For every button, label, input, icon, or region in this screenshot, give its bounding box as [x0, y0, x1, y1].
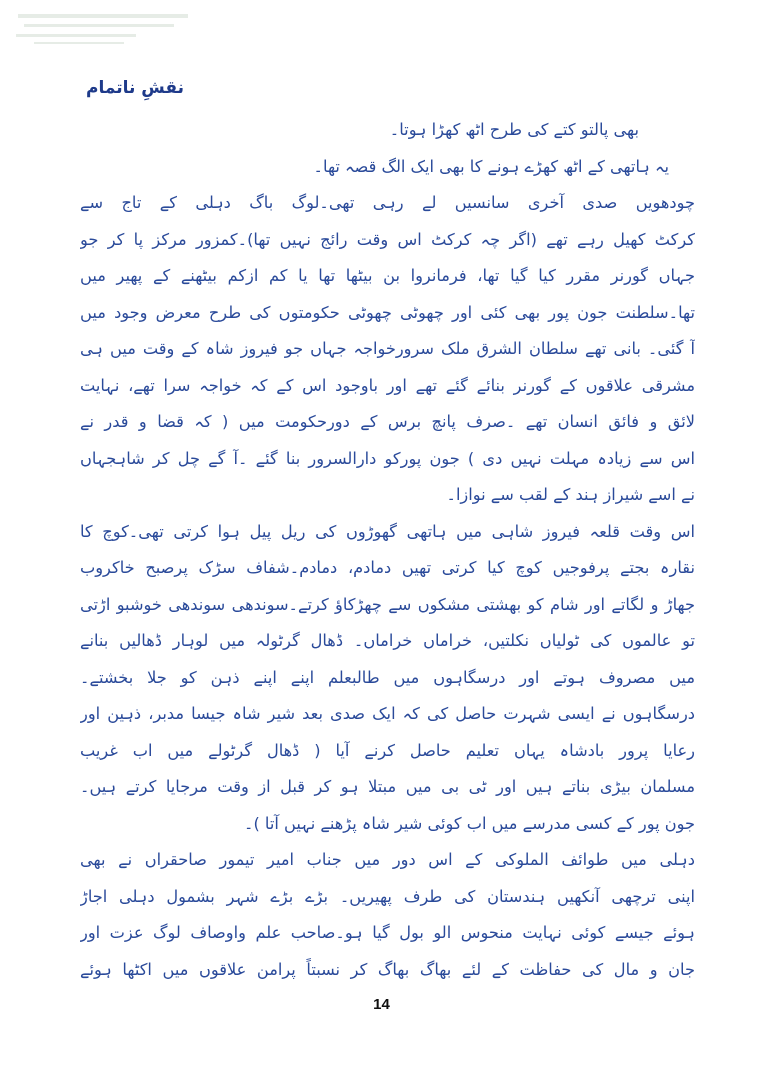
page-number: 14 — [373, 996, 390, 1013]
text-line: لائق و فائق انسان تھے ۔صرف پانچ برس کے دورحکومت میں ( کہ قضا و قدر نے — [80, 412, 695, 431]
text-line: درسگاہوں نے ایسی شہرت حاصل کی کہ ایک صدی بعد شیر شاہ جیسا مدبر، ذہین اور — [80, 704, 695, 723]
text-line: یہ ہاتھی کے اٹھ کھڑے ہونے کا بھی ایک الگ قصہ تھا۔ — [313, 156, 669, 176]
text-line: دہلی میں طوائف الملوکی کے اس دور میں جناب امیر تیمور صاحقراں نے بھی — [80, 850, 695, 869]
text-line: کرکٹ کھیل رہے تھے (اگر چہ کرکٹ اس وقت رائج نہیں تھا)۔کمزور مرکز پا کر جو — [80, 229, 695, 249]
text-line: مشرقی علاقوں کے گورنر بنائے گئے تھے اور باوجود اس کے کہ خواجہ سرا تھے، نہایت — [80, 375, 695, 395]
text-line: تھا۔سلطنت جون پور بھی کئی اور چھوٹی چھوٹی حکومتوں کی طرح معرض وجود میں — [80, 302, 695, 322]
text-line: تو عالموں کی ٹولیاں نکلتیں، خراماں خراماں۔ ڈھال گرٹولہ میں لوہار ڈھالیں بنانے — [80, 631, 695, 650]
text-line: بھی پالتو کتے کی طرح اٹھ کھڑا ہوتا۔ — [389, 120, 639, 139]
text-line: رعایا پرور بادشاہ یہاں تعلیم حاصل کرنے آیا ( ڈھال گرٹولے میں اب غریب — [80, 740, 695, 760]
text-line: میں مصروف ہوتے اور درسگاہوں میں طالبعلم اپنے اپنے ذہن کو جلا بخشتے۔ — [80, 667, 695, 687]
body-text — [80, 112, 695, 988]
text-line: مسلمان بیڑی بناتے ہیں اور ٹی بی میں مبتلا ہو کر قبل از وقت مرجایا کرتے ہیں۔ — [80, 777, 695, 796]
text-line: اس وقت قلعہ فیروز شاہی میں ہاتھی گھوڑوں کی ریل پیل ہوا کرتی تھی۔کوچ کا — [80, 521, 695, 541]
text-line: آ گئی۔ بانی تھے سلطان الشرق ملک سرورخواجہ جہاں جو فیروز شاہ کے وقت میں ہی — [80, 339, 695, 358]
text-line: جون پور کے کسی مدرسے میں اب کوئی شیر شاہ پڑھنے نہیں آتا )۔ — [243, 813, 695, 833]
text-line: نے اسے شیراز ہند کے لقب سے نوازا۔ — [446, 485, 695, 504]
text-line: نقارہ بجتے پرفوجیں کوچ کیا کرتی تھیں دمادم، دمادم۔شفاف سڑک پرصبح خاکروب — [80, 558, 695, 577]
text-line: جہاں گورنر مقرر کیا گیا تھا، فرمانروا بن بیٹھا تھا یا کم ازکم بیٹھنے کے پھیر میں — [80, 266, 695, 285]
text-line: جھاڑ و لگاتے اور شام کو بھشتی مشکوں سے چھڑکاؤ کرتے۔سوندھی سوندھی خوشبو اڑتی — [80, 594, 695, 614]
text-line: اپنی ترچھی آنکھیں ہندستان کی طرف پھیریں۔ بڑے بڑے شہر بشمول دہلی اجاڑ — [80, 886, 695, 906]
text-line: ہوئے جیسے کوئی نہایت منحوس الو بول گیا ہو۔صاحب علم واوصاف لوگ عزت اور — [80, 923, 695, 942]
text-line: جان و مال کی حفاظت کے لئے بھاگ بھاگ کر نسبتاً پرامن علاقوں میں اکٹھا ہوئے — [80, 959, 695, 979]
text-line: اس سے زیادہ مہلت نہیں دی ) جون پورکو دارالسرور بنا گئے ۔آ گے چل کر شاہجہاں — [80, 448, 695, 468]
text-line: چودھویں صدی آخری سانسیں لے رہی تھی۔لوگ باگ دہلی کے تاج سے — [80, 193, 695, 212]
faded-scan-mark — [14, 8, 204, 50]
running-head: نقشِ ناتمام — [86, 78, 184, 98]
